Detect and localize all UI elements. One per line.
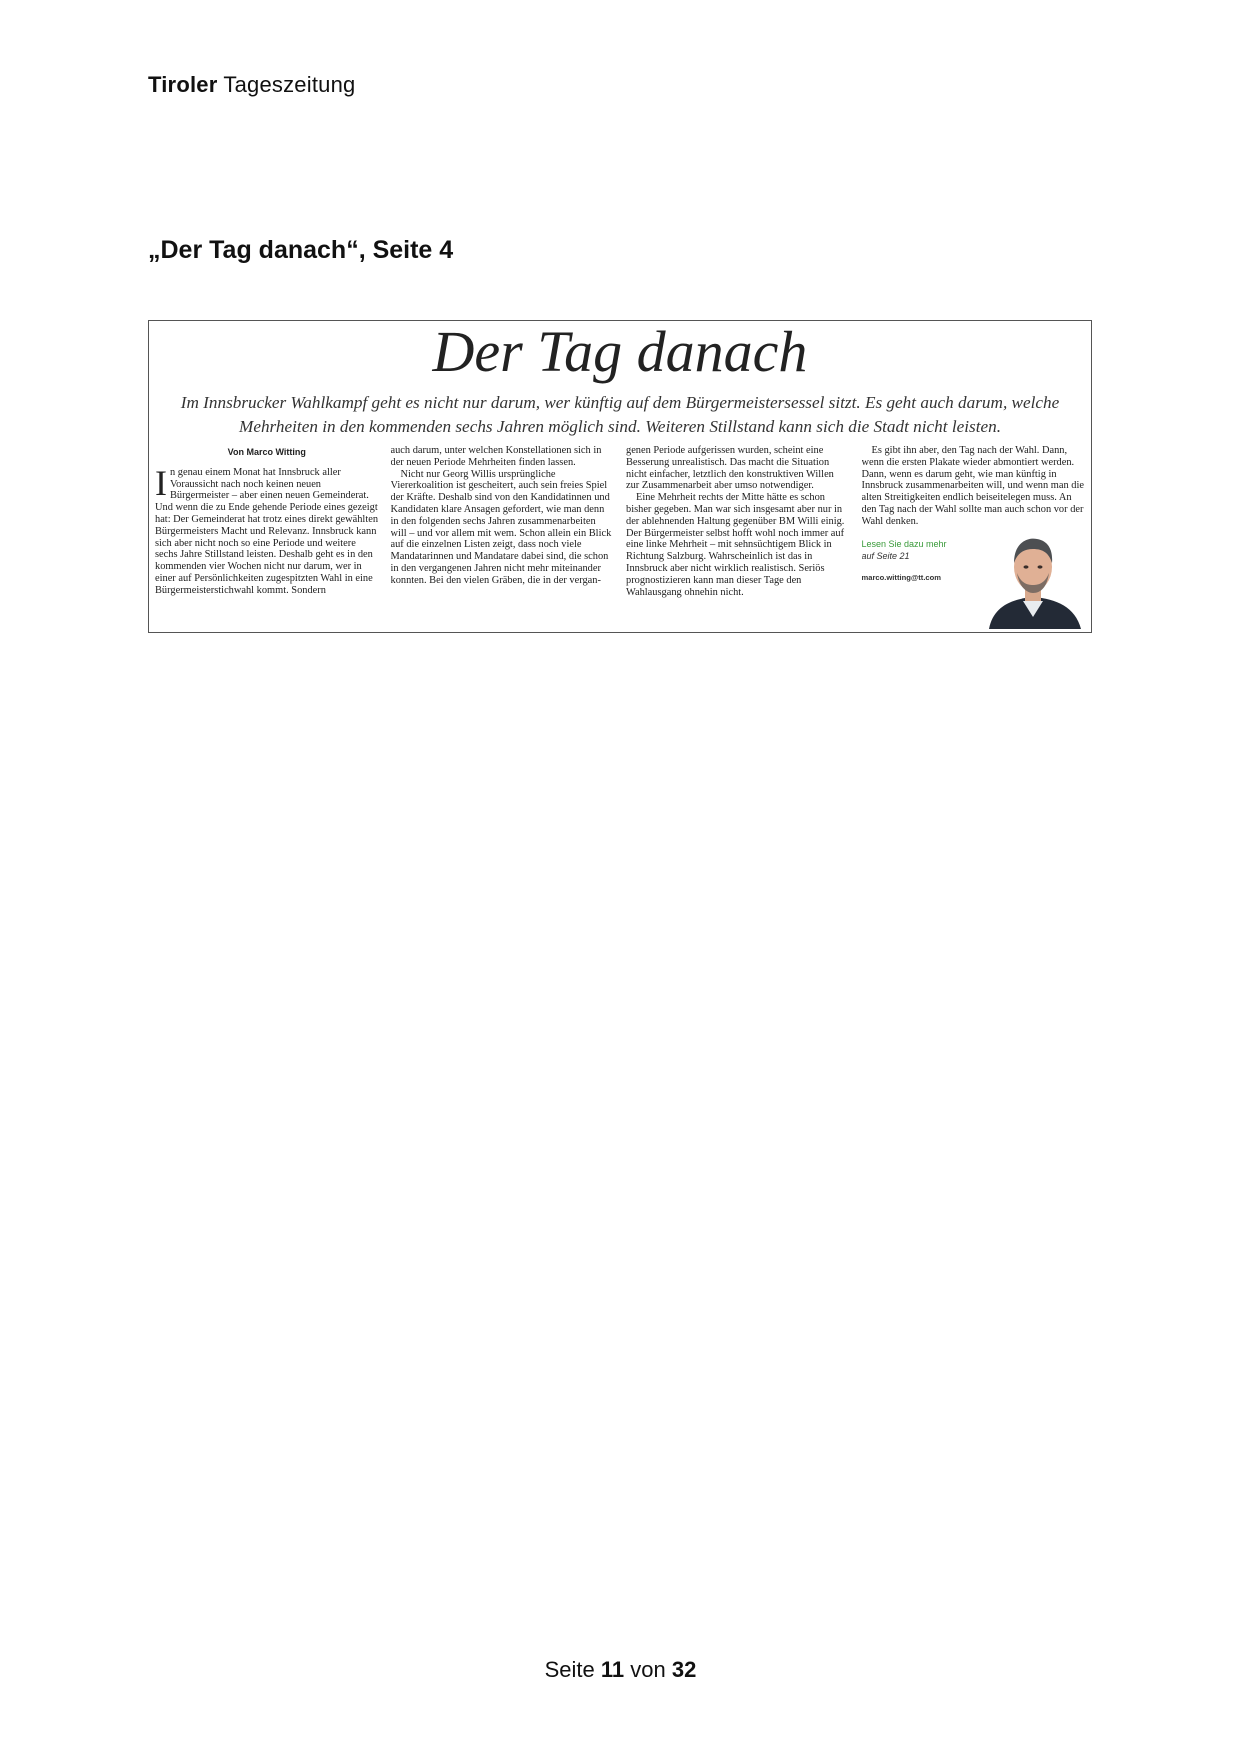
paragraph-text: n genau einem Monat hat Innsbruck aller Voraussicht nach noch keinen neuen Bürgermeister – aber einen neuen Gemeinderat. Und wenn die zu Ende gehende Periode eines gezeigt hat: Der Gemeinderat hat trotz eines direkt gewählten Bürgermeisters Macht und Relevanz. Innsbruck kann sich aber nicht noch so eine Periode und weitere sechs Jahre Stillstand leisten. Deshalb geht es in den kommenden vier Wochen nicht nur darum, wer in einer auf Persönlichkeiten zugespitzten Wahl in eine Bürgermeisterstichwahl kommt. Sondern: [155, 466, 379, 596]
paragraph: [155, 462, 379, 597]
article-column-3: [626, 445, 850, 629]
footer-middle: von: [630, 1657, 666, 1682]
publication-name-rest: Tageszeitung: [223, 72, 356, 97]
paragraph: Es gibt ihn aber, den Tag nach der Wahl. Dann, wenn die ersten Plakate wieder abmontiert werden. Dann, wenn es darum geht, wie man künftig in Innsbruck zusammenarbeiten will, und wenn man die alten Streitigkeiten endlich beiseitelegen muss. An den Tag nach der Wahl sollte man auch schon vor der Wahl denken.: [861, 445, 1084, 527]
article-title: Der Tag danach: [432, 320, 808, 384]
paragraph: Nicht nur Georg Willis ursprüngliche Viererkoalition ist gescheitert, auch sein freies Spiel der Kräfte. Deshalb sind von den Kandidatinnen und Kandidaten klare Ansagen gefordert, wie man denn in den folgenden sechs Jahren zusammenarbeiten will – und vor allem mit wem. Schon allein ein Blick auf die einzelnen Listen zeigt, dass noch viele Mandatarinnen und Mandatare dabei sind, die schon in den vergangenen Jahren nicht mehr miteinander konnten. Bei den vielen Gräben, die in der vergan-: [390, 468, 612, 586]
article-column-1: [155, 445, 379, 629]
read-more-page: auf Seite 21: [861, 550, 910, 561]
byline: Von Marco Witting: [227, 447, 306, 457]
document-heading: „Der Tag danach“, Seite 4: [148, 236, 454, 264]
paragraph: Eine Mehrheit rechts der Mitte hätte es schon bisher gegeben. Man war sich insgesamt aber nur in der ablehnenden Haltung gegenüber BM Willi einig. Der Bürgermeister selbst hofft wohl noch immer auf eine linke Mehrheit – mit sehnsüchtigem Blick in Richtung Salzburg. Wahrscheinlich ist das in Innsbruck aber nicht wirklich realistisch. Seriös prognostizieren kann man dieser Tage den Wahlausgang ohnehin nicht.: [626, 492, 845, 598]
publication-name-bold: Tiroler: [148, 72, 218, 97]
read-more-line: Lesen Sie dazu mehr: [861, 538, 947, 549]
author-email: marco.witting@tt.com: [861, 572, 942, 582]
paragraph: genen Periode aufgerissen wurden, scheint eine Besserung unrealistisch. Das macht die Situation nicht einfacher, letztlich den konstruktiven Willen zur Zusammenarbeit aber umso notwendiger.: [626, 445, 834, 492]
article-columns: [155, 445, 1085, 629]
article-teaser: Im Innsbrucker Wahlkampf geht es nicht nur darum, wer künftig auf dem Bürgermeistersessel sitzt. Es geht auch darum, welche Mehrheiten in den kommenden sechs Jahren möglich sind. Weiteren Stillstand kann sich die Stadt nicht leisten.: [180, 393, 1060, 436]
page-number-footer: [0, 1657, 1241, 1683]
read-more-note: [862, 538, 972, 562]
column-4-text: [862, 445, 1086, 583]
paragraph: auch darum, unter welchen Konstellationen sich in der neuen Periode Mehrheiten finden lassen.: [390, 445, 602, 468]
publication-name: [148, 72, 355, 98]
footer-prefix: Seite: [544, 1657, 595, 1682]
current-page: 11: [600, 1657, 625, 1682]
article-column-4: [862, 445, 1086, 629]
article-column-2: [391, 445, 615, 629]
newspaper-clipping: [148, 320, 1092, 633]
total-pages: 32: [671, 1657, 697, 1682]
drop-cap: I: [155, 462, 167, 503]
